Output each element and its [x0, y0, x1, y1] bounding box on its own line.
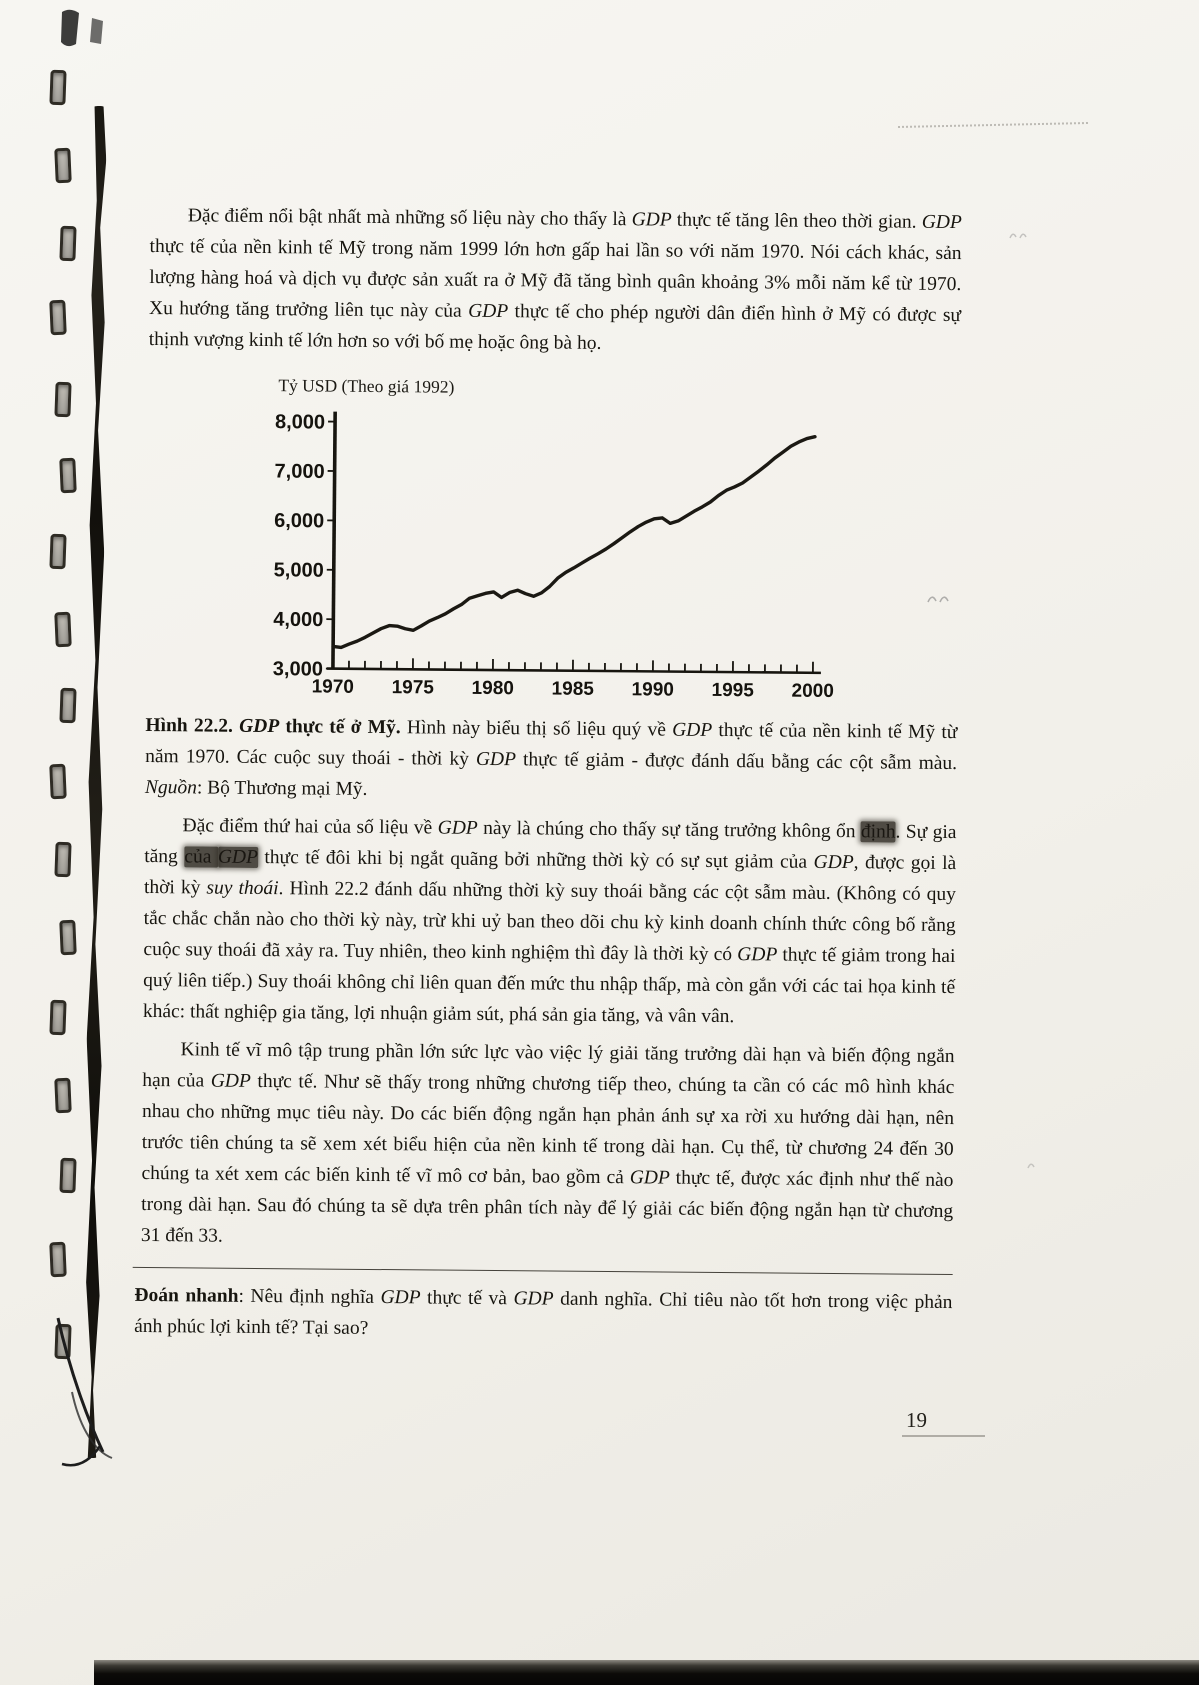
binding-hole	[59, 458, 77, 494]
text-run: Kinh tế vĩ mô tập trung phần lớn sức lực vào việc lý giải tăng trưởng dài hạn và biến động ngắn hạn của	[142, 1039, 955, 1092]
binding-hole	[54, 148, 72, 184]
text-run: thực tế, được xác định như thế nào trong dài hạn. Sau đó chúng ta sẽ dựa trên phân tích này để lý giải các biến động ngắn hạn từ chương 31 đến 33.	[140, 1167, 954, 1247]
text-run: thực tế giảm - được đánh dấu bằng các cột sẫm màu.	[515, 749, 958, 775]
chart-tick-labels	[273, 411, 837, 702]
text-run: GDP	[380, 1287, 421, 1309]
svg-text:1980: 1980	[471, 677, 514, 700]
figure-caption	[145, 710, 958, 810]
quick-quiz	[134, 1280, 953, 1349]
binding-hole	[59, 920, 77, 956]
text-run: Đặc điểm nổi bật nhất mà những số liệu này cho thấy là	[187, 205, 632, 231]
text-run: GDP	[631, 209, 672, 231]
text-run: GDP	[437, 817, 478, 839]
gdp-chart-svg	[273, 403, 846, 708]
text-run: thực tế đôi khi bị ngắt quãng bởi những thời kỳ có sự sụt giảm của	[257, 846, 814, 873]
binding-hole	[54, 1324, 71, 1360]
text-run: GDP	[210, 1070, 251, 1092]
text-run: thực tế của nền kinh tế Mỹ từ năm 1970. Các cuộc suy thoái - thời kỳ	[145, 719, 958, 770]
text-run: thực tế tăng lên theo thời gian.	[671, 209, 922, 233]
binding-hole	[54, 612, 72, 648]
text-run: Hình 22.2.	[145, 714, 240, 737]
text-run: : Nêu định nghĩa	[238, 1285, 381, 1309]
binding-hole	[49, 1000, 66, 1036]
binding-holes	[0, 0, 100, 1685]
binding-hole	[54, 382, 71, 418]
svg-text:1970: 1970	[311, 676, 354, 698]
svg-text:8,000: 8,000	[274, 411, 326, 434]
text-run: GDP	[672, 719, 713, 741]
text-run: thực tế ở Mỹ.	[279, 716, 401, 739]
text-run: GDP	[629, 1167, 670, 1189]
text-run: thực tế của nền kinh tế Mỹ trong năm 1999 lớn hơn gấp hai lần so với năm 1970. Nói cách khác, sản lượng hàng hoá và dịch vụ được sản xuất ra ở Mỹ đã tăng bình quân khoảng 3% mỗi năm kể từ 1970. Xu hướng tăng trưởng liên tục này của	[148, 235, 962, 322]
text-run: GDP	[921, 211, 962, 234]
svg-text:7,000: 7,000	[274, 460, 325, 483]
text-run: suy thoái	[206, 877, 279, 900]
text-run: GDP	[737, 944, 778, 966]
binding-hole	[49, 70, 66, 106]
binding-hole	[49, 534, 66, 570]
divider-rule	[133, 1267, 953, 1275]
text-run: GDP	[475, 748, 517, 771]
text-run: thực tế và	[420, 1287, 514, 1310]
paragraph-macro-focus	[141, 1034, 955, 1258]
paragraph-gdp-growth	[149, 200, 962, 362]
text-run: Hình này biểu thị số liệu quý về	[400, 717, 673, 741]
text-run: : Bộ Thương mại Mỹ.	[196, 777, 368, 800]
text-run: GDP	[239, 715, 280, 738]
binding-hole	[59, 688, 76, 724]
text-run: GDP	[217, 846, 259, 868]
chart-axes	[327, 412, 823, 673]
svg-text:6,000: 6,000	[274, 509, 325, 533]
binding-hole	[49, 1242, 67, 1278]
page-content	[134, 200, 962, 1356]
text-run: Đặc điểm thứ hai của số liệu về	[182, 815, 438, 839]
text-run: GDP	[513, 1288, 554, 1310]
binding-hole	[59, 226, 76, 262]
text-run: thực tế giảm trong hai quý liên tiếp.) Suy thoái không chỉ liên quan đến mức thu nhập thấp, mà còn gắn với các tai họa kinh tế khác: thất nghiệp gia tăng, lợi nhuận giảm sút, phá sản gia tăng, và vân vân.	[142, 944, 956, 1028]
text-run: GDP	[468, 300, 509, 323]
svg-text:4,000: 4,000	[273, 608, 324, 632]
text-run: GDP	[813, 851, 854, 874]
text-run: này là chúng cho thấy sự tăng trưởng không ổn	[477, 817, 862, 843]
text-run: . Hình 22.2 đánh dấu những thời kỳ suy thoái bằng các cột sẫm màu. (Không có quy tắc chắc chắn nào cho thời kỳ này, trừ khi uỷ ban theo dõi chu kỳ kinh doanh chính thức công bố rằng cuộc suy thoái đã xảy ra. Tuy nhiên, theo kinh nghiệm thì đây là thời kỳ có	[143, 878, 957, 966]
binding-hole	[49, 764, 67, 800]
chart-y-axis-title: Tỷ USD (Theo giá 1992)	[278, 375, 455, 397]
svg-text:1990: 1990	[631, 679, 674, 701]
binding-hole	[54, 1078, 72, 1114]
svg-text:2000: 2000	[791, 680, 834, 702]
gdp-figure	[146, 369, 961, 709]
text-run: danh nghĩa. Chỉ tiêu nào tốt hơn trong việc phản ánh phúc lợi kinh tế? Tại sao?	[134, 1288, 953, 1339]
gdp-series-line	[333, 433, 815, 652]
svg-text:1995: 1995	[711, 679, 754, 702]
text-run: . Sự gia tăng	[144, 821, 957, 868]
text-run: Đoán nhanh	[134, 1284, 239, 1307]
text-run: định	[860, 821, 896, 843]
text-run: , được gọi là thời kỳ	[143, 852, 957, 899]
text-run: thực tế cho phép người dân điển hình ở Mỹ có được sự thịnh vượng kinh tế lớn hơn so với bố mẹ hoặc ông bà họ.	[148, 301, 962, 354]
binding-hole	[54, 842, 71, 878]
svg-text:3,000: 3,000	[272, 658, 324, 681]
paragraph-volatility	[143, 810, 957, 1034]
chart-ticks	[326, 422, 815, 673]
text-run: của	[184, 846, 218, 868]
binding-hole	[49, 300, 67, 336]
binding-hole	[59, 1158, 76, 1194]
scan-bottom-edge	[94, 1660, 1199, 1685]
scan-noise-dots	[898, 122, 1088, 128]
text-run: thực tế. Như sẽ thấy trong những chương tiếp theo, chúng ta cần có các mô hình khác nhau cho những mục tiêu này. Do các biến động ngắn hạn phản ánh sự xa rời xu hướng dài hạn, nên trước tiên chúng ta sẽ xem xét biểu hiện của nền kinh tế trong dài hạn. Cụ thể, từ chương 24 đến 30 chúng ta xét xem các biến kinh tế vĩ mô cơ bản, bao gồm cả	[141, 1070, 955, 1189]
svg-text:1975: 1975	[391, 677, 434, 699]
svg-text:5,000: 5,000	[273, 559, 324, 582]
svg-text:1985: 1985	[551, 678, 594, 700]
page-number: 19	[902, 1408, 985, 1437]
text-run: Nguồn	[144, 776, 197, 799]
